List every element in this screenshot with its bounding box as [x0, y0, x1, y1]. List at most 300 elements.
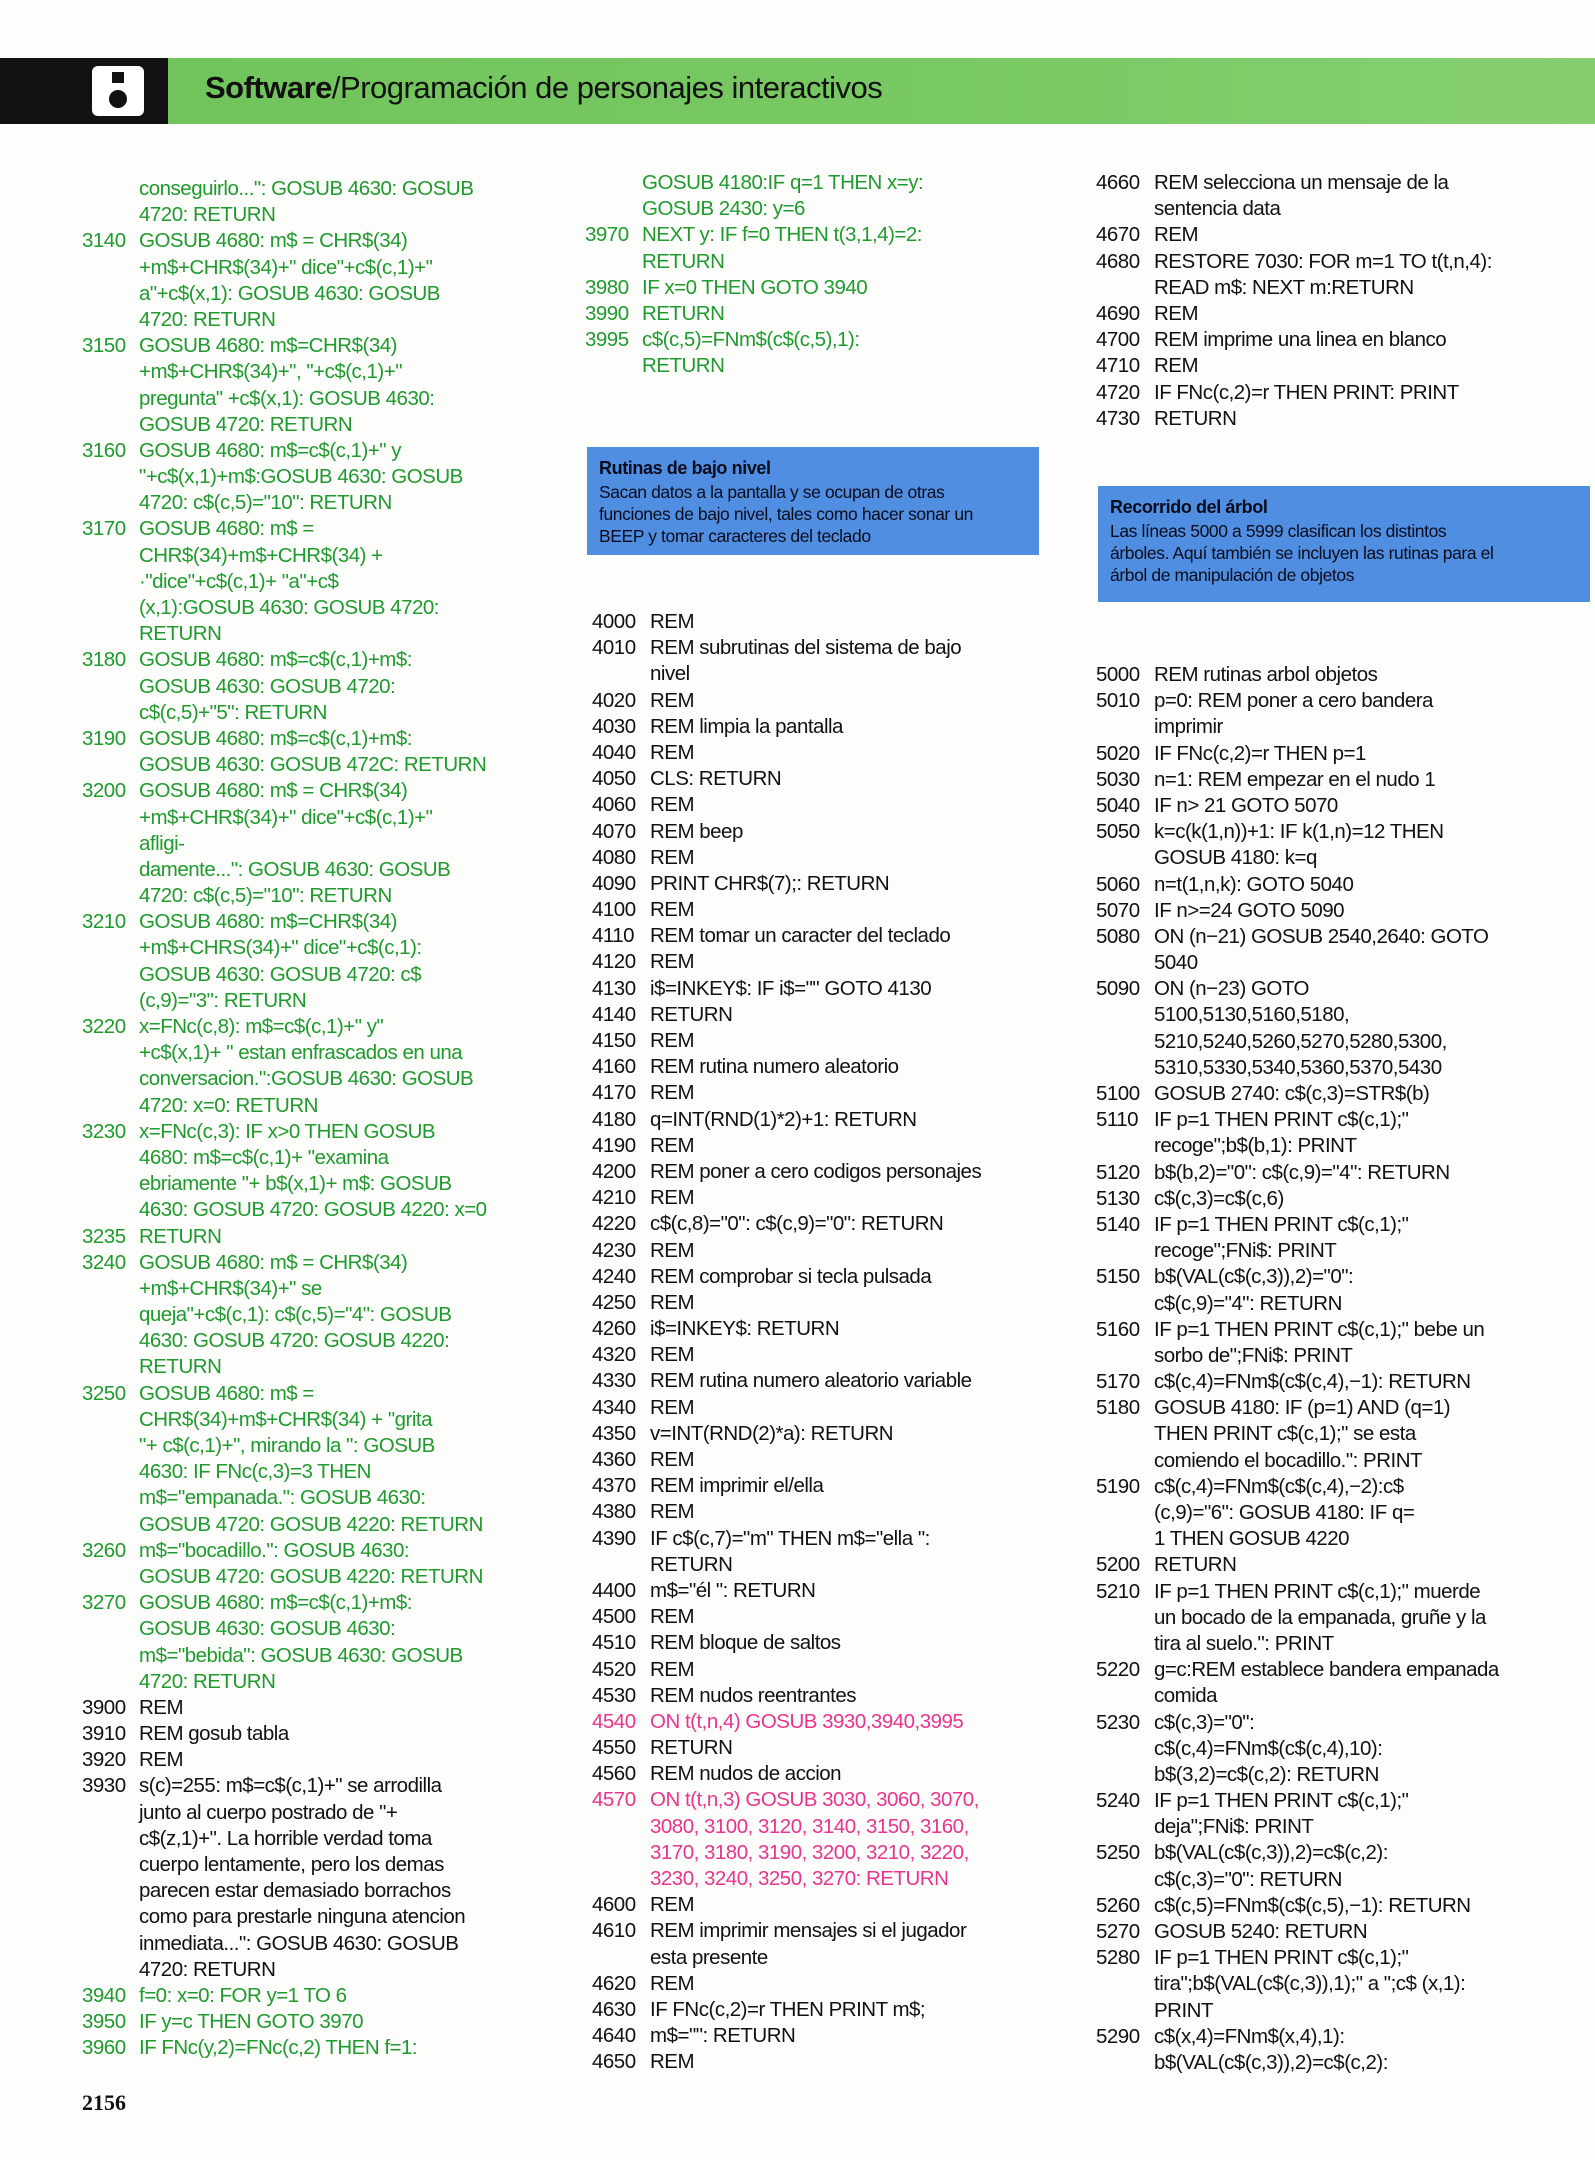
line-number: 4360 [592, 1448, 636, 1471]
line-number: 5220 [1096, 1658, 1140, 1682]
code-text: 4720: c$(c,5)="10": RETURN [139, 491, 392, 515]
line-number: 3260 [82, 1538, 126, 1562]
code-text: REM limpia la pantalla [650, 714, 843, 738]
line-number: 4210 [592, 1186, 636, 1210]
code-text: 4720: RETURN [139, 1957, 276, 1981]
code-text: IF p=1 THEN PRINT c$(c,1);" bebe un [1154, 1317, 1485, 1341]
code-text: m$="él ": RETURN [650, 1578, 816, 1602]
info-box-line: árbol de manipulación de objetos [1110, 565, 1355, 585]
line-number: 4250 [592, 1290, 636, 1314]
code-text: GOSUB 4680: m$=CHR$(34) [139, 334, 397, 358]
line-number: 3970 [585, 223, 629, 247]
line-number: 4520 [592, 1657, 636, 1681]
code-text: c$(z,1)+". La horrible verdad toma [139, 1826, 432, 1850]
code-text: GOSUB 4630: GOSUB 4630: [139, 1617, 396, 1641]
code-text: GOSUB 5240: RETURN [1154, 1920, 1368, 1943]
line-number: 3220 [82, 1015, 126, 1038]
code-text: c$(c,8)="0": c$(c,9)="0": RETURN [650, 1212, 944, 1236]
code-text: junto al cuerpo postrado de "+ [139, 1800, 398, 1824]
line-number: 3995 [585, 328, 629, 352]
info-box-line: funciones de bajo nivel, tales como hacer sonar un [599, 504, 973, 524]
code-text: c$(c,9)="4": RETURN [1154, 1291, 1342, 1315]
code-text: GOSUB 4720: GOSUB 4220: RETURN [139, 1512, 483, 1536]
line-number: 5180 [1096, 1396, 1140, 1420]
code-text: RETURN [139, 622, 222, 646]
line-number: 5020 [1096, 741, 1140, 765]
line-number: 5230 [1096, 1710, 1140, 1734]
code-text: REM imprimir el/ella [650, 1474, 824, 1498]
code-text: IF p=1 THEN PRINT c$(c,1);" [1154, 1212, 1409, 1236]
code-text: 5100,5130,5160,5180, [1154, 1003, 1350, 1027]
code-text: REM [650, 1605, 695, 1629]
line-number: 4680 [1096, 249, 1140, 273]
line-number: 4670 [1096, 223, 1140, 247]
code-text: IF y=c THEN GOTO 3970 [139, 2010, 363, 2034]
code-text: afligi- [139, 831, 185, 855]
page-title [205, 70, 882, 106]
code-text: PRINT [1154, 1998, 1213, 2022]
code-text: GOSUB 4680: m$ = CHR$(34) [139, 779, 408, 803]
code-text: pregunta" +c$(x,1): GOSUB 4630: [139, 386, 435, 410]
code-text: inmediata...": GOSUB 4630: GOSUB [139, 1931, 459, 1955]
line-number: 5290 [1096, 2024, 1140, 2048]
line-number: 3140 [82, 229, 126, 253]
code-text: GOSUB 4180: IF (p=1) AND (q=1) [1154, 1396, 1451, 1420]
code-text: parecen estar demasiado borrachos [139, 1879, 451, 1903]
code-text: REM beep [650, 819, 743, 843]
line-number: 5140 [1096, 1212, 1140, 1236]
line-number: 5120 [1096, 1160, 1140, 1184]
line-number: 4340 [592, 1395, 636, 1419]
code-text: ON (n−21) GOSUB 2540,2640: GOTO [1154, 924, 1489, 948]
code-text: x=FNc(c,3): IF x>0 THEN GOSUB [139, 1119, 436, 1143]
code-text: GOSUB 4680: m$ = [139, 1381, 314, 1405]
info-box-line: árboles. Aquí también se incluyen las rutinas para el [1110, 543, 1494, 563]
code-text: GOSUB 4180:IF q=1 THEN x=y: [642, 171, 924, 194]
line-number: 5200 [1096, 1553, 1140, 1577]
code-text: k=c(k(1,n))+1: IF k(1,n)=12 THEN [1154, 820, 1444, 844]
code-text: REM [650, 845, 695, 869]
code-text: +m$+CHRS(34)+" dice"+c$(c,1): [139, 936, 422, 960]
code-text: REM rutinas arbol objetos [1154, 663, 1378, 686]
code-text: IF x=0 THEN GOTO 3940 [642, 275, 868, 299]
code-text: REM [650, 1657, 695, 1681]
code-text: (x,1):GOSUB 4630: GOSUB 4720: [139, 596, 439, 619]
code-text: REM imprime una linea en blanco [1154, 328, 1447, 352]
code-text: g=c:REM establece bandera empanada [1154, 1658, 1499, 1682]
code-text: deja";FNi$: PRINT [1154, 1815, 1314, 1839]
code-text: RETURN [642, 354, 725, 378]
line-number: 4190 [592, 1133, 636, 1157]
code-text: REM [650, 1238, 695, 1262]
code-text: THEN PRINT c$(c,1);" se esta [1154, 1422, 1416, 1446]
code-text: a"+c$(x,1): GOSUB 4630: GOSUB [139, 281, 440, 305]
line-number: 4630 [592, 1997, 636, 2021]
line-number: 4160 [592, 1055, 636, 1079]
code-text: REM [650, 1395, 695, 1419]
code-text: +m$+CHR$(34)+" dice"+c$(c,1)+" [139, 805, 433, 829]
code-text: IF p=1 THEN PRINT c$(c,1);" [1154, 1946, 1409, 1970]
code-text: REM [139, 1695, 184, 1719]
code-text: +m$+CHR$(34)+" dice"+c$(c,1)+" [139, 255, 433, 279]
code-text: c$(c,3)="0": RETURN [1154, 1867, 1342, 1891]
code-text: c$(c,5)=FNm$(c$(c,5),1): [642, 328, 860, 352]
code-text: recoge";FNi$: PRINT [1154, 1239, 1337, 1263]
line-number: 5060 [1096, 872, 1140, 896]
code-text: ·"dice"+c$(c,1)+ "a"+c$ [139, 569, 339, 593]
code-text: (c,9)="6": GOSUB 4180: IF q= [1154, 1501, 1415, 1524]
line-number: 4380 [592, 1500, 636, 1524]
line-number: 5280 [1096, 1946, 1140, 1970]
line-number: 3980 [585, 275, 629, 299]
code-text: 5040 [1154, 951, 1198, 975]
code-text: c$(c,5)+"5": RETURN [139, 700, 327, 724]
line-number: 4640 [592, 2024, 636, 2048]
line-number: 5270 [1096, 1920, 1140, 1943]
code-text: +m$+CHR$(34)+" se [139, 1276, 322, 1300]
code-text: b$(VAL(c$(c,3)),2)="0": [1154, 1265, 1354, 1289]
line-number: 4100 [592, 898, 636, 922]
code-text: GOSUB 4180: k=q [1154, 846, 1317, 870]
line-number: 4090 [592, 871, 636, 895]
line-number: 3200 [82, 779, 126, 803]
line-number: 5000 [1096, 663, 1140, 686]
line-number: 3240 [82, 1250, 126, 1274]
code-text: IF p=1 THEN PRINT c$(c,1);" [1154, 1108, 1409, 1132]
line-number: 4060 [592, 793, 636, 817]
code-text: ON (n−23) GOTO [1154, 977, 1309, 1001]
code-text: RETURN [642, 301, 725, 325]
line-number: 4120 [592, 950, 636, 974]
code-text: 4630: GOSUB 4720: GOSUB 4220: x=0 [139, 1198, 487, 1222]
code-text: IF FNc(y,2)=FNc(c,2) THEN f=1: [139, 2036, 418, 2060]
code-text: RETURN [1154, 1553, 1237, 1577]
code-text: i$=INKEY$: RETURN [650, 1317, 840, 1341]
code-text: GOSUB 4720: RETURN [139, 412, 353, 436]
line-number: 4110 [592, 924, 635, 948]
code-text: REM [650, 1343, 695, 1367]
code-text: REM [650, 1186, 695, 1210]
code-text: c$(c,4)=FNm$(c$(c,4),10): [1154, 1736, 1383, 1760]
code-text: m$="bocadillo.": GOSUB 4630: [139, 1538, 410, 1562]
code-text: 4720: c$(c,5)="10": RETURN [139, 884, 392, 908]
code-text: v=INT(RND(2)*a): RETURN [650, 1421, 894, 1445]
code-text: REM [650, 1893, 695, 1917]
code-text: queja"+c$(c,1): c$(c,5)="4": GOSUB [139, 1303, 452, 1327]
code-text: n=1: REM empezar en el nudo 1 [1154, 767, 1436, 791]
code-text: c$(c,5)=FNm$(c$(c,5),−1): RETURN [1154, 1893, 1471, 1917]
code-text: c$(c,3)=c$(c,6) [1154, 1186, 1284, 1210]
code-text: conseguirlo...": GOSUB 4630: GOSUB [139, 177, 474, 200]
code-text: 5210,5240,5260,5270,5280,5300, [1154, 1029, 1447, 1053]
code-text: GOSUB 4630: GOSUB 4720: c$ [139, 962, 422, 986]
code-text: GOSUB 4680: m$=c$(c,1)+" y [139, 438, 402, 462]
code-text: REM rutina numero aleatorio [650, 1055, 899, 1079]
code-text: 4720: RETURN [139, 1669, 276, 1693]
line-number: 3150 [82, 334, 126, 358]
code-text: REM [650, 1971, 695, 1995]
code-text: REM comprobar si tecla pulsada [650, 1264, 932, 1288]
code-text: REM [650, 688, 695, 712]
line-number: 4230 [592, 1238, 636, 1262]
code-text: REM selecciona un mensaje de la [1154, 171, 1449, 194]
code-text: damente...": GOSUB 4630: GOSUB [139, 857, 451, 881]
code-text: comiendo el bocadillo.": PRINT [1154, 1448, 1423, 1472]
code-text: +c$(x,1)+ " estan enfrascados en una [139, 1041, 463, 1065]
code-text: GOSUB 4680: m$ = CHR$(34) [139, 229, 408, 253]
info-box-title: Recorrido del árbol [1110, 497, 1268, 517]
title-bold: Software [205, 70, 332, 105]
line-number: 4540 [592, 1709, 636, 1733]
line-number: 3990 [585, 301, 629, 325]
line-number: 3250 [82, 1381, 126, 1405]
line-number: 4650 [592, 2050, 636, 2074]
line-number: 5250 [1096, 1841, 1140, 1865]
code-text: REM poner a cero codigos personajes [650, 1159, 982, 1183]
code-text: sentencia data [1154, 197, 1281, 221]
code-text: GOSUB 4680: m$=CHR$(34) [139, 910, 397, 934]
code-text: ebriamente "+ b$(x,1)+ m$: GOSUB [139, 1172, 452, 1196]
line-number: 4710 [1096, 354, 1140, 378]
line-number: 5090 [1096, 977, 1140, 1001]
line-number: 5070 [1096, 898, 1140, 922]
code-text: 4720: x=0: RETURN [139, 1093, 318, 1117]
line-number: 4510 [592, 1631, 636, 1655]
code-text: m$="bebida": GOSUB 4630: GOSUB [139, 1643, 463, 1667]
line-number: 4040 [592, 740, 636, 764]
code-text: esta presente [650, 1945, 768, 1969]
code-text: f=0: x=0: FOR y=1 TO 6 [139, 1983, 347, 2007]
code-text: s(c)=255: m$=c$(c,1)+" se arrodilla [139, 1774, 442, 1798]
line-number: 5190 [1096, 1474, 1140, 1498]
line-number: 5210 [1096, 1579, 1140, 1603]
page-number: 2156 [82, 2090, 126, 2115]
code-text: IF FNc(c,2)=r THEN PRINT m$; [650, 1997, 926, 2021]
line-number: 4050 [592, 767, 636, 791]
code-text: REM [650, 793, 695, 817]
code-text: x=FNc(c,8): m$=c$(c,1)+" y" [139, 1015, 384, 1038]
line-number: 4530 [592, 1683, 636, 1707]
code-text: CLS: RETURN [650, 767, 782, 791]
line-number: 4180 [592, 1107, 636, 1131]
line-number: 4720 [1096, 380, 1140, 404]
code-text: 3170, 3180, 3190, 3200, 3210, 3220, [650, 1840, 969, 1864]
code-text: imprimir [1154, 715, 1223, 739]
line-number: 4620 [592, 1971, 636, 1995]
code-text: p=0: REM poner a cero bandera [1154, 689, 1433, 713]
code-text: REM [650, 2050, 695, 2074]
code-text: REM [139, 1748, 184, 1772]
code-text: IF FNc(c,2)=r THEN PRINT: PRINT [1154, 380, 1459, 404]
line-number: 3940 [82, 1983, 126, 2007]
code-text: comida [1154, 1684, 1218, 1708]
line-number: 4700 [1096, 328, 1140, 352]
code-text: REM nudos de accion [650, 1762, 842, 1786]
line-number: 3190 [82, 726, 126, 750]
line-number: 5160 [1096, 1317, 1140, 1341]
code-text: b$(VAL(c$(c,3)),2)=c$(c,2): [1154, 2050, 1388, 2074]
line-number: 4320 [592, 1343, 636, 1367]
code-text: GOSUB 4630: GOSUB 4720: [139, 674, 396, 698]
line-number: 4010 [592, 636, 636, 660]
code-text: 4630: IF FNc(c,3)=3 THEN [139, 1460, 371, 1484]
code-text: REM [650, 1500, 695, 1524]
line-number: 3180 [82, 648, 126, 672]
code-text: como para prestarle ninguna atencion [139, 1905, 466, 1929]
line-number: 3950 [82, 2010, 126, 2034]
code-text: NEXT y: IF f=0 THEN t(3,1,4)=2: [642, 223, 922, 247]
code-text: q=INT(RND(1)*2)+1: RETURN [650, 1107, 917, 1131]
line-number: 5040 [1096, 793, 1140, 817]
line-number: 5240 [1096, 1789, 1140, 1813]
code-text: PRINT CHR$(7);: RETURN [650, 871, 890, 895]
info-box-line: Las líneas 5000 a 5999 clasifican los distintos [1110, 521, 1447, 541]
code-text: REM [650, 610, 695, 633]
code-text: IF n>=24 GOTO 5090 [1154, 898, 1345, 922]
line-number: 3210 [82, 910, 126, 934]
title-rest: /Programación de personajes interactivos [331, 70, 883, 105]
code-text: RETURN [139, 1355, 222, 1379]
line-number: 4150 [592, 1029, 636, 1052]
code-text: REM [1154, 223, 1199, 247]
code-text: REM [650, 898, 695, 922]
code-text: c$(x,4)=FNm$(x,4),1): [1154, 2024, 1345, 2048]
code-text: REM imprimir mensajes si el jugador [650, 1919, 967, 1943]
code-text: 5310,5330,5340,5360,5370,5430 [1154, 1055, 1442, 1079]
line-number: 4330 [592, 1369, 636, 1393]
code-text: REM bloque de saltos [650, 1631, 841, 1655]
line-number: 4560 [592, 1762, 636, 1786]
code-text: RETURN [1154, 406, 1237, 430]
code-text: REM [650, 740, 695, 764]
line-number: 5080 [1096, 924, 1140, 948]
code-text: conversacion.":GOSUB 4630: GOSUB [139, 1067, 474, 1091]
code-text: 4720: RETURN [139, 307, 276, 331]
code-text: b$(VAL(c$(c,3)),2)=c$(c,2): [1154, 1841, 1388, 1865]
line-number: 4350 [592, 1421, 636, 1445]
code-text: GOSUB 4720: GOSUB 4220: RETURN [139, 1564, 483, 1588]
line-number: 5150 [1096, 1265, 1140, 1289]
line-number: 4260 [592, 1317, 636, 1341]
code-text: REM [650, 1081, 695, 1105]
code-text: GOSUB 4680: m$=c$(c,1)+m$: [139, 1591, 412, 1615]
code-text: sorbo de";FNi$: PRINT [1154, 1343, 1353, 1367]
code-text: +m$+CHR$(34)+", "+c$(c,1)+" [139, 360, 402, 384]
code-text: GOSUB 2740: c$(c,3)=STR$(b) [1154, 1082, 1430, 1105]
code-text: c$(c,4)=FNm$(c$(c,4),−2):c$ [1154, 1474, 1404, 1498]
line-number: 4500 [592, 1605, 636, 1629]
line-number: 4020 [592, 688, 636, 712]
code-text: REM [650, 950, 695, 974]
line-number: 3230 [82, 1119, 126, 1143]
line-number: 5030 [1096, 767, 1140, 791]
line-number: 4730 [1096, 406, 1140, 430]
code-text: GOSUB 2430: y=6 [642, 197, 805, 221]
code-text: GOSUB 4680: m$=c$(c,1)+m$: [139, 648, 412, 672]
line-number: 5110 [1096, 1108, 1139, 1132]
code-text: b$(b,2)="0": c$(c,9)="4": RETURN [1154, 1160, 1450, 1184]
line-number: 3170 [82, 517, 126, 541]
code-text: RETURN [650, 1002, 733, 1026]
code-text: IF n> 21 GOTO 5070 [1154, 793, 1338, 817]
info-box-tree [1098, 486, 1590, 602]
code-text: RETURN [650, 1552, 733, 1576]
code-text: 1 THEN GOSUB 4220 [1154, 1527, 1350, 1551]
code-text: tira al suelo.": PRINT [1154, 1631, 1334, 1655]
code-text: READ m$: NEXT m:RETURN [1154, 275, 1414, 299]
line-number: 3900 [82, 1695, 126, 1719]
code-text: m$="": RETURN [650, 2024, 796, 2048]
line-number: 4390 [592, 1526, 636, 1550]
code-text: un bocado de la empanada, gruñe y la [1154, 1605, 1486, 1629]
line-number: 4400 [592, 1578, 636, 1602]
code-text: IF p=1 THEN PRINT c$(c,1);" [1154, 1789, 1409, 1813]
line-number: 5260 [1096, 1893, 1140, 1917]
code-text: GOSUB 4680: m$=c$(c,1)+m$: [139, 726, 412, 750]
line-number: 4080 [592, 845, 636, 869]
code-text: ON t(t,n,4) GOSUB 3930,3940,3995 [650, 1709, 964, 1733]
code-text: 4630: GOSUB 4720: GOSUB 4220: [139, 1329, 450, 1353]
line-number: 5010 [1096, 689, 1140, 713]
line-number: 4690 [1096, 301, 1140, 325]
code-text: (c,9)="3": RETURN [139, 988, 307, 1012]
line-number: 3920 [82, 1748, 126, 1772]
code-text: CHR$(34)+m$+CHR$(34) + [139, 543, 383, 567]
line-number: 5050 [1096, 820, 1140, 844]
info-box-low-level [587, 447, 1039, 555]
code-text: REM nudos reentrantes [650, 1683, 857, 1707]
line-number: 3930 [82, 1774, 126, 1798]
line-number: 4070 [592, 819, 636, 843]
code-text: REM [650, 1029, 695, 1052]
line-number: 3160 [82, 438, 126, 462]
line-number: 4130 [592, 976, 636, 1000]
code-text: 3230, 3240, 3250, 3270: RETURN [650, 1867, 949, 1890]
line-number: 4570 [592, 1788, 636, 1812]
line-number: 5130 [1096, 1186, 1140, 1210]
code-text: GOSUB 4680: m$ = [139, 517, 314, 541]
info-box-title: Rutinas de bajo nivel [599, 458, 771, 478]
code-text: b$(3,2)=c$(c,2): RETURN [1154, 1762, 1379, 1786]
line-number: 4660 [1096, 171, 1140, 194]
code-text: "+c$(x,1)+m$:GOSUB 4630: GOSUB [139, 465, 463, 489]
line-number: 4030 [592, 714, 636, 738]
code-text: RETURN [642, 249, 725, 273]
code-text: "+ c$(c,1)+", mirando la ": GOSUB [139, 1434, 435, 1457]
line-number: 4240 [592, 1264, 636, 1288]
line-number: 3960 [82, 2036, 126, 2060]
info-box-line: BEEP y tomar caracteres del teclado [599, 526, 871, 546]
code-text: tira";b$(VAL(c$(c,3)),1);" a ";c$ (x,1): [1154, 1972, 1466, 1996]
code-text: REM gosub tabla [139, 1722, 289, 1746]
line-number: 4170 [592, 1081, 636, 1105]
code-text: REM subrutinas del sistema de bajo [650, 636, 962, 660]
code-text: ON t(t,n,3) GOSUB 3030, 3060, 3070, [650, 1788, 979, 1812]
code-text: RETURN [139, 1224, 222, 1248]
code-text: IF FNc(c,2)=r THEN p=1 [1154, 741, 1366, 765]
line-number: 4200 [592, 1159, 636, 1183]
line-number: 3270 [82, 1591, 126, 1615]
code-text: IF p=1 THEN PRINT c$(c,1);" muerde [1154, 1579, 1481, 1603]
code-text: REM [1154, 301, 1199, 325]
code-text: recoge";b$(b,1): PRINT [1154, 1134, 1357, 1158]
line-number: 4220 [592, 1212, 636, 1236]
code-text: REM [650, 1448, 695, 1471]
code-text: 3080, 3100, 3120, 3140, 3150, 3160, [650, 1814, 969, 1838]
line-number: 4000 [592, 610, 636, 633]
code-text: GOSUB 4630: GOSUB 472C: RETURN [139, 753, 487, 777]
code-text: REM [1154, 354, 1199, 378]
